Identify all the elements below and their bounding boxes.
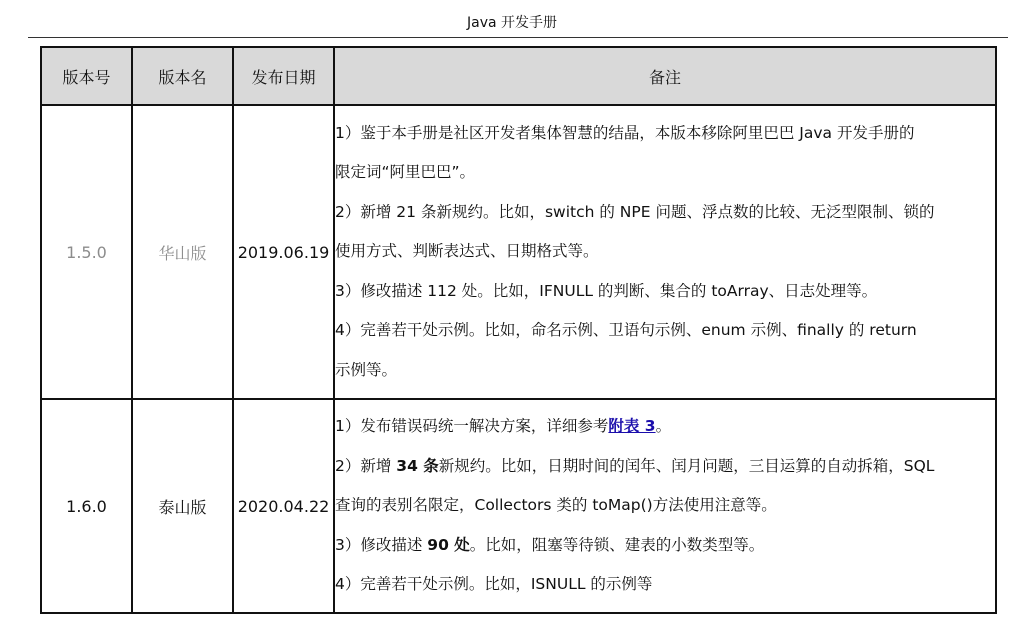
column-header-name: 版本名: [132, 47, 233, 105]
note-text: 新规约。比如，日期时间的闰年、闰月问题，三目运算的自动拆箱，SQL: [438, 456, 935, 475]
appendix-3-link[interactable]: 附表 3: [608, 417, 656, 436]
note-line: 查询的表别名限定，Collectors 类的 toMap()方法使用注意等。: [335, 496, 777, 515]
version-name-cell: 泰山版: [132, 399, 233, 613]
note-text: 1）发布错误码统一解决方案，详细参考: [335, 417, 609, 436]
notes-cell: [334, 105, 996, 399]
note-text: 2）新增: [335, 456, 397, 475]
note-line: 3）修改描述 112 处。比如，IFNULL 的判断、集合的 toArray、日志处理等。: [335, 281, 878, 300]
column-header-notes: 备注: [334, 47, 996, 105]
version-cell: 1.5.0: [41, 105, 132, 399]
note-line: [335, 447, 995, 487]
note-bold-count: 90 处: [427, 535, 470, 554]
release-date-cell: 2019.06.19: [233, 105, 334, 399]
note-line: [335, 526, 995, 566]
note-text: 3）修改描述: [335, 535, 428, 554]
column-header-date: 发布日期: [233, 47, 334, 105]
release-date-cell: 2020.04.22: [233, 399, 334, 613]
table-row: [41, 105, 996, 399]
note-line: 4）完善若干处示例。比如，命名示例、卫语句示例、enum 示例、finally 的 return: [335, 321, 917, 340]
page-header-title: Java 开发手册: [466, 15, 558, 31]
version-cell: 1.6.0: [41, 399, 132, 613]
version-name-cell: 华山版: [132, 105, 233, 399]
table-header-row: [41, 47, 996, 105]
note-line: 2）新增 21 条新规约。比如，switch 的 NPE 问题、浮点数的比较、无泛型限制、锁的: [335, 202, 935, 221]
note-line: 使用方式、判断表达式、日期格式等。: [335, 242, 599, 261]
notes-cell: [334, 399, 996, 613]
note-text: 。: [655, 417, 672, 436]
note-line: 1）鉴于本手册是社区开发者集体智慧的结晶，本版本移除阿里巴巴 Java 开发手册的: [335, 123, 915, 142]
note-line: [335, 407, 995, 447]
column-header-version: 版本号: [41, 47, 132, 105]
note-text: 。比如，阻塞等待锁、建表的小数类型等。: [469, 535, 765, 554]
note-line: 4）完善若干处示例。比如，ISNULL 的示例等: [335, 575, 653, 594]
header-divider: [28, 37, 1008, 38]
revision-table: [40, 46, 997, 614]
note-line: 示例等。: [335, 360, 398, 379]
table-row: [41, 399, 996, 613]
note-line: 限定词“阿里巴巴”。: [335, 163, 476, 182]
note-bold-count: 34 条: [396, 456, 439, 475]
